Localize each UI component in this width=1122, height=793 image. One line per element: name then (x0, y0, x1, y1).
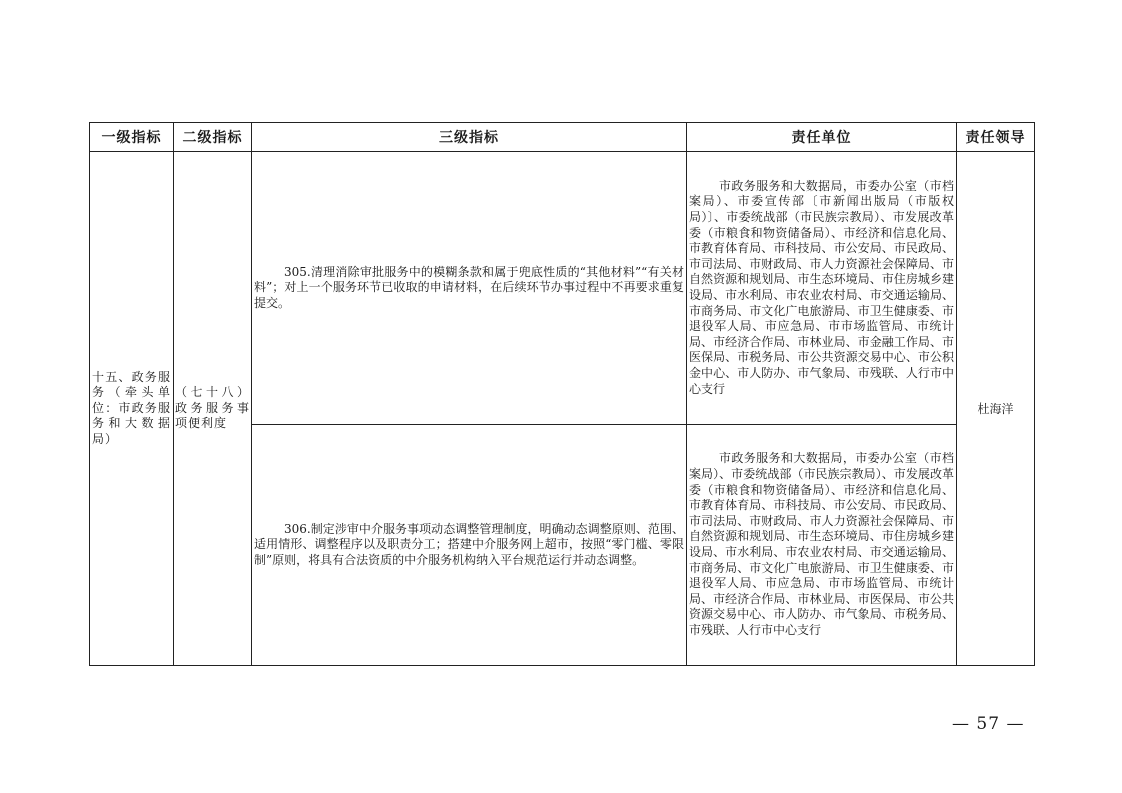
level1-text: 十五、政务服务（牵头单位：市政务服务和大数据局） (92, 369, 171, 446)
units-cell (687, 425, 957, 666)
level3-cell (252, 152, 687, 425)
header-responsible-units: 责任单位 (687, 123, 957, 152)
level1-cell (90, 152, 174, 666)
level3-cell (252, 425, 687, 666)
level2-cell (174, 152, 252, 666)
level2-text: （七十八）政务服务事项便利度 (175, 385, 250, 431)
indicator-table (89, 122, 1035, 666)
units-cell (687, 152, 957, 425)
units-text: 市政务服务和大数据局，市委办公室（市档案局）、市委宣传部〔市新闻出版局（市版权局）〕、市委统战部（市民族宗教局）、市发展改革委（市粮食和物资储备局）、市经济和信息化局、市教育体育局、市科技局、市公安局、市民政局、市司法局、市财政局、市人力资源社会保障局、市自然资源和规划局、市生态环境局、市住房城乡建设局、市水利局、市农业农村局、市交通运输局、市商务局、市文化广电旅游局、市卫生健康委、市退役军人局、市应急局、市市场监管局、市统计局、市经济合作局、市林业局、市金融工作局、市医保局、市税务局、市公共资源交易中心、市公积金中心、市人防办、市气象局、市残联、人行市中心支行 (689, 178, 954, 396)
table-header-row (90, 123, 1035, 152)
units-text: 市政务服务和大数据局，市委办公室（市档案局）、市委统战部（市民族宗教局）、市发展改革委（市粮食和物资储备局）、市经济和信息化局、市教育体育局、市科技局、市公安局、市民政局、市司法局、市财政局、市人力资源社会保障局、市自然资源和规划局、市生态环境局、市住房城乡建设局、市水利局、市农业农村局、市交通运输局、市商务局、市文化广电旅游局、市卫生健康委、市退役军人局、市应急局、市市场监管局、市统计局、市经济合作局、市林业局、市医保局、市公共资源交易中心、市人防办、市气象局、市税务局、市残联、人行市中心支行 (689, 451, 954, 637)
leader-text: 杜海洋 (977, 402, 1014, 416)
header-responsible-leader: 责任领导 (957, 123, 1035, 152)
header-level3: 三级指标 (252, 123, 687, 152)
header-level1: 一级指标 (90, 123, 174, 152)
table-row (90, 152, 1035, 425)
level3-text: 305.清理消除审批服务中的模糊条款和属于兜底性质的“其他材料”“有关材料”；对上一个服务环节已收取的申请材料，在后续环节办事过程中不再要求重复提交。 (254, 264, 684, 310)
leader-cell (957, 152, 1035, 666)
page-number: — 57 — (952, 714, 1025, 734)
level3-text: 306.制定涉审中介服务事项动态调整管理制度，明确动态调整原则、范围、适用情形、调整程序以及职责分工；搭建中介服务网上超市，按照“零门槛、零限制”原则，将具有合法资质的中介服务机构纳入平台规范运行并动态调整。 (254, 521, 684, 567)
header-level2: 二级指标 (174, 123, 252, 152)
